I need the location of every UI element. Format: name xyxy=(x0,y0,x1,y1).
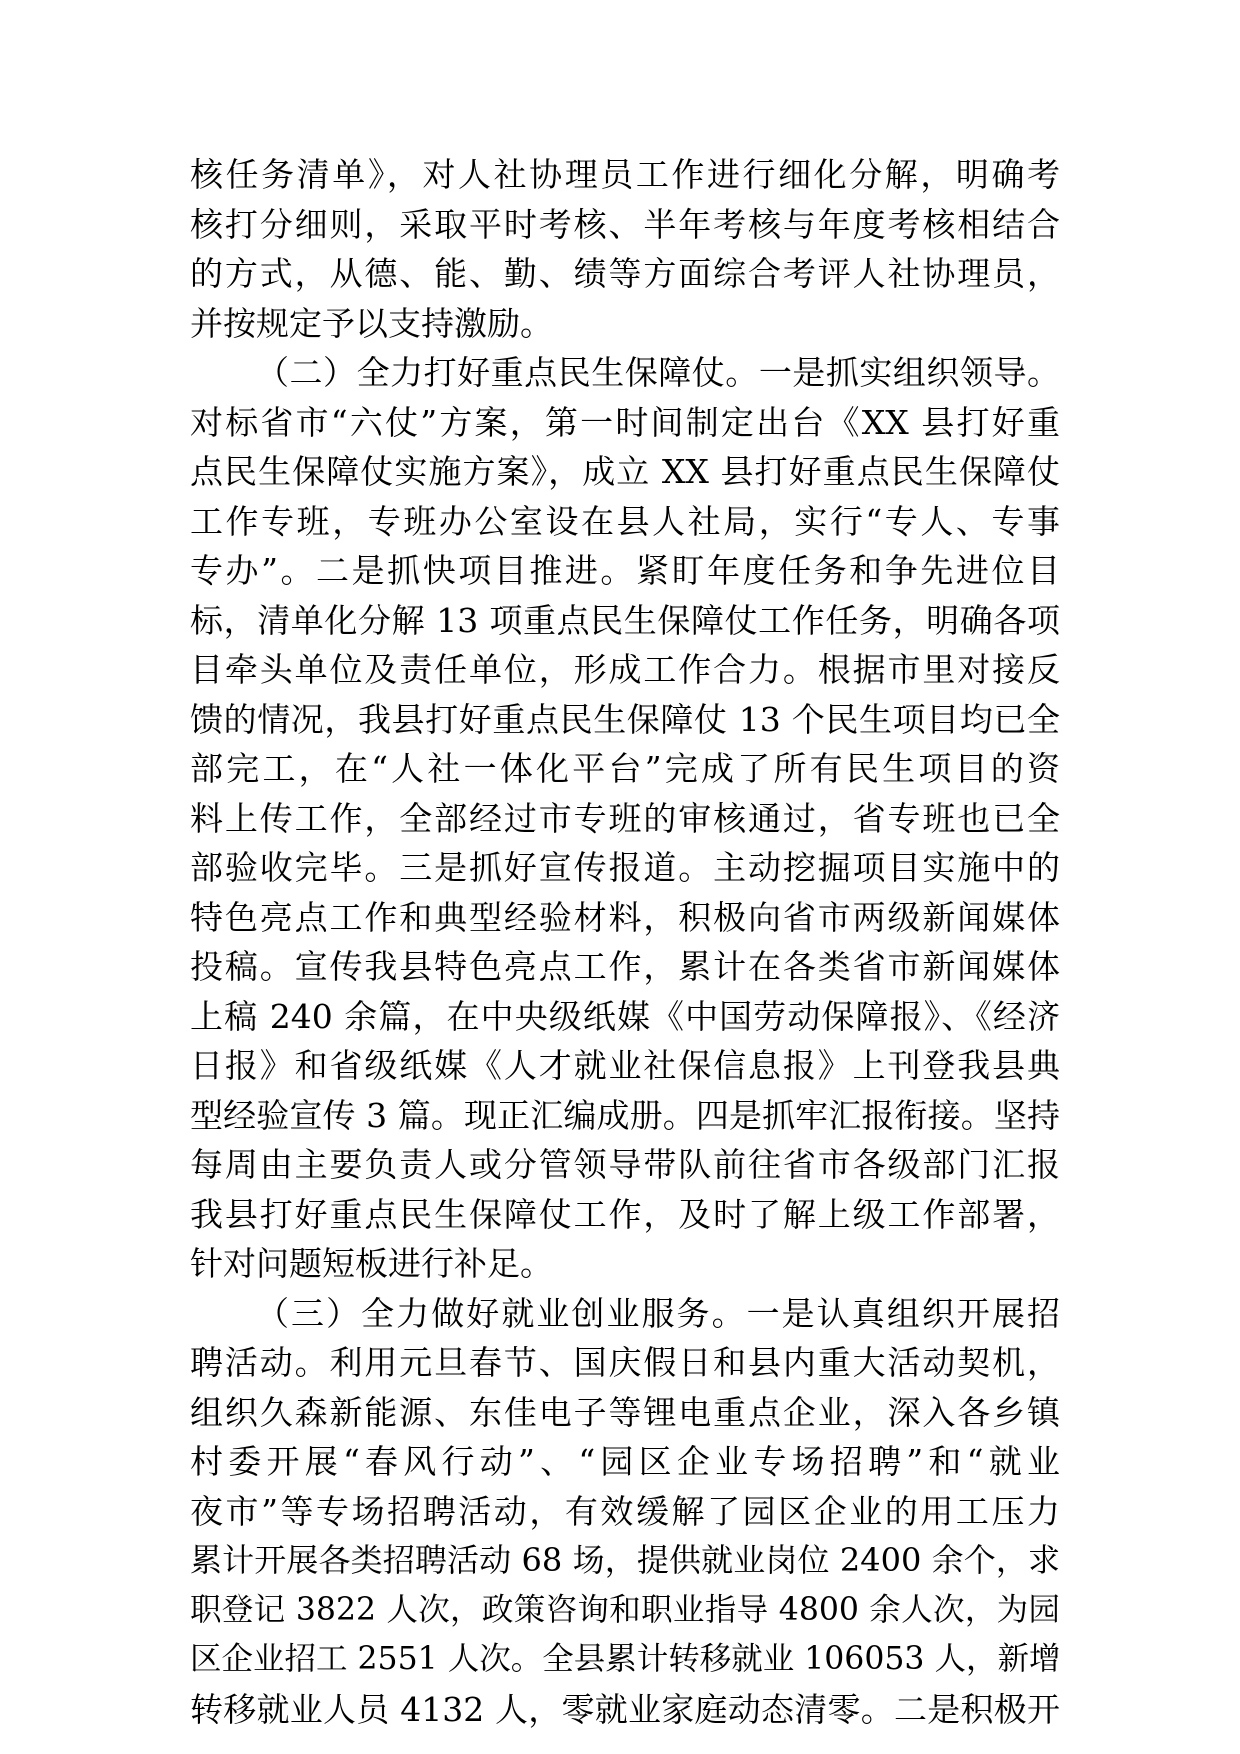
text-line: 聘活动。利用元旦春节、国庆假日和县内重大活动契机， xyxy=(190,1343,1060,1382)
text-line: 投稿。宣传我县特色亮点工作，累计在各类省市新闻媒体 xyxy=(190,947,1060,986)
text-line: 并按规定予以支持激励。 xyxy=(190,303,553,343)
text-line: 专办”。二是抓快项目推进。紧盯年度任务和争先进位目 xyxy=(190,551,1060,590)
text-line: 针对问题短板进行补足。 xyxy=(190,1244,553,1283)
text-line: 每周由主要负责人或分管领导带队前往省市各级部门汇报 xyxy=(190,1145,1060,1184)
text-line: 标，清单化分解 13 项重点民生保障仗工作任务，明确各项 xyxy=(190,600,1060,640)
text-line: （二）全力打好重点民生保障仗。一是抓实组织领导。 xyxy=(256,353,1060,392)
text-line: 职登记 3822 人次，政策咨询和职业指导 4800 余人次，为园 xyxy=(190,1591,1060,1628)
text-line: 核打分细则，采取平时考核、半年考核与年度考核相结合 xyxy=(190,204,1060,244)
text-line: 部完工，在“人社一体化平台”完成了所有民生项目的资 xyxy=(190,749,1060,788)
text-line: 组织久森新能源、东佳电子等锂电重点企业，深入各乡镇 xyxy=(190,1392,1060,1432)
text-line: 核任务清单》，对人社协理员工作进行细化分解，明确考 xyxy=(190,155,1060,194)
text-line: （三）全力做好就业创业服务。一是认真组织开展招 xyxy=(256,1293,1060,1333)
text-line: 夜市”等专场招聘活动，有效缓解了园区企业的用工压力 xyxy=(190,1491,1060,1531)
text-line: 的方式，从德、能、勤、绩等方面综合考评人社协理员， xyxy=(190,254,1060,293)
text-line: 日报》和省级纸媒《人才就业社保信息报》上刊登我县典 xyxy=(190,1046,1060,1085)
text-line: 区企业招工 2551 人次。全县累计转移就业 106053 人，新增 xyxy=(190,1641,1060,1677)
text-line: 工作专班，专班办公室设在县人社局，实行“专人、专事 xyxy=(190,501,1060,541)
text-line: 料上传工作，全部经过市专班的审核通过，省专班也已全 xyxy=(190,798,1060,838)
text-line: 型经验宣传 3 篇。现正汇编成册。四是抓牢汇报衔接。坚持 xyxy=(190,1095,1060,1135)
text-line: 部验收完毕。三是抓好宣传报道。主动挖掘项目实施中的 xyxy=(190,848,1060,887)
document-body xyxy=(190,150,1060,1734)
text-line: 特色亮点工作和典型经验材料，积极向省市两级新闻媒体 xyxy=(190,897,1060,937)
text-line: 累计开展各类招聘活动 68 场，提供就业岗位 2400 余个，求 xyxy=(190,1541,1060,1579)
text-line: 村委开展“春风行动”、“园区企业专场招聘”和“就业 xyxy=(190,1442,1060,1481)
document-page xyxy=(190,150,1060,1734)
text-line: 转移就业人员 4132 人，零就业家庭动态清零。二是积极开 xyxy=(190,1689,1060,1729)
text-line: 我县打好重点民生保障仗工作，及时了解上级工作部署， xyxy=(190,1194,1060,1234)
text-line: 上稿 240 余篇，在中央级纸媒《中国劳动保障报》、《经济 xyxy=(190,996,1060,1036)
text-line: 点民生保障仗实施方案》，成立 XX 县打好重点民生保障仗 xyxy=(190,452,1060,491)
text-line: 馈的情况，我县打好重点民生保障仗 13 个民生项目均已全 xyxy=(190,699,1060,739)
text-line: 目牵头单位及责任单位，形成工作合力。根据市里对接反 xyxy=(190,650,1060,689)
text-line: 对标省市“六仗”方案，第一时间制定出台《XX 县打好重 xyxy=(190,402,1060,442)
